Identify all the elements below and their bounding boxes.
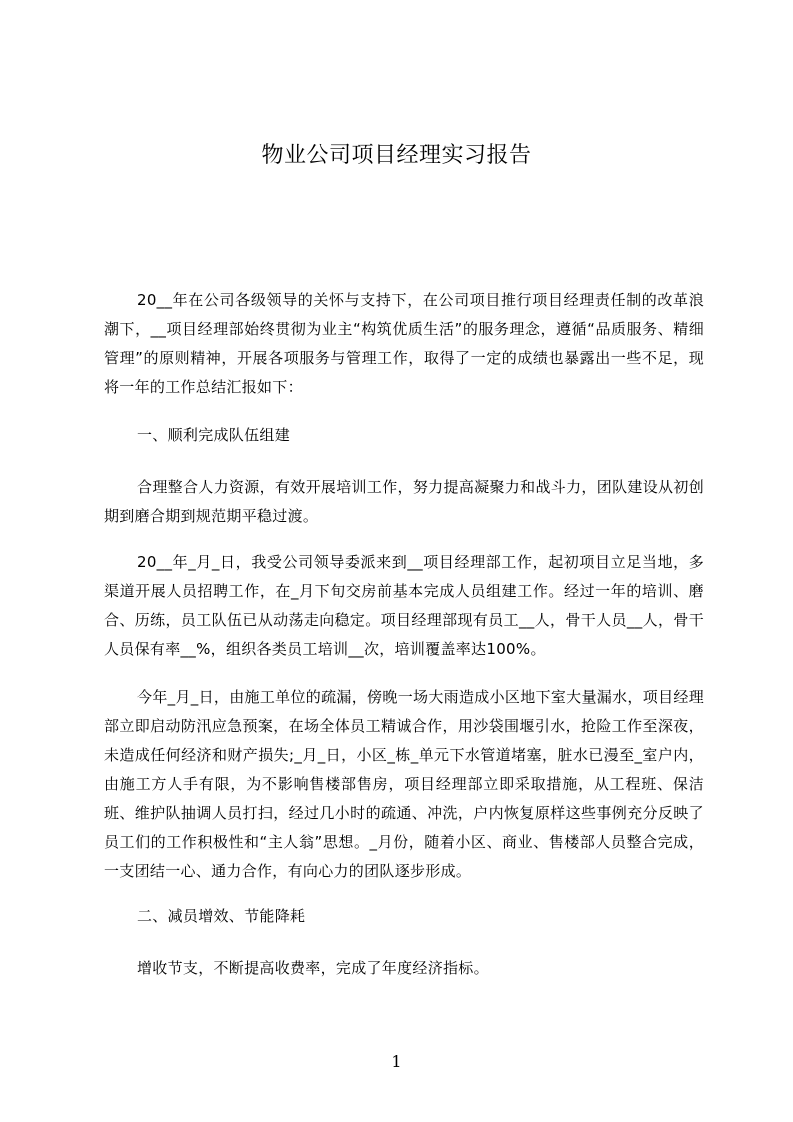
- page-number: 1: [391, 1052, 402, 1071]
- intro-paragraph: 20__年在公司各级领导的关怀与支持下，在公司项目推行项目经理责任制的改革浪潮下，__项目经理部始终贯彻为业主“构筑优质生活”的服务理念，遵循“品质服务、精细管理”的原则精神，开展各项服务与管理工作，取得了一定的成绩也暴露出一些不足，现将一年的工作总结汇报如下：: [104, 291, 704, 396]
- staffing-paragraph: 20__年_月_日，我受公司领导委派来到__项目经理部工作，起初项目立足当地，多渠道开展人员招聘工作，在_月下旬交房前基本完成人员组建工作。经过一年的培训、磨合、历练，员工队伍已从动荡走向稳定。项目经理部现有员工__人，骨干人员__人，骨干人员保有率__%，组织各类员工培训__次，培训覆盖率达100%。: [104, 553, 704, 658]
- revenue-paragraph: 增收节支，不断提高收费率，完成了年度经济指标。: [137, 959, 489, 977]
- section-heading-1: 一、顺利完成队伍组建: [137, 426, 291, 444]
- section-heading-2: 二、减员增效、节能降耗: [137, 907, 306, 925]
- document-title: 物业公司项目经理实习报告: [261, 143, 532, 168]
- team-building-paragraph: 合理整合人力资源，有效开展培训工作，努力提高凝聚力和战斗力，团队建设从初创期到磨合期到规范期平稳过渡。: [104, 478, 704, 525]
- emergency-paragraph: 今年_月_日，由施工单位的疏漏，傍晚一场大雨造成小区地下室大量漏水，项目经理部立即启动防汛应急预案，在场全体员工精诚合作，用沙袋围堰引水，抢险工作至深夜，未造成任何经济和财产损失;_月_日，小区_栋_单元下水管道堵塞，脏水已漫至_室户内，由施工方人手有限，为不影响售楼部售房，项目经理部立即采取措施，从工程班、保洁班、维护队抽调人员打扫，经过几小时的疏通、冲洗，户内恢复原样这些事例充分反映了员工们的工作积极性和“主人翁”思想。_月份，随着小区、商业、售楼部人员整合完成，一支团结一心、通力合作，有向心力的团队逐步形成。: [104, 688, 704, 880]
